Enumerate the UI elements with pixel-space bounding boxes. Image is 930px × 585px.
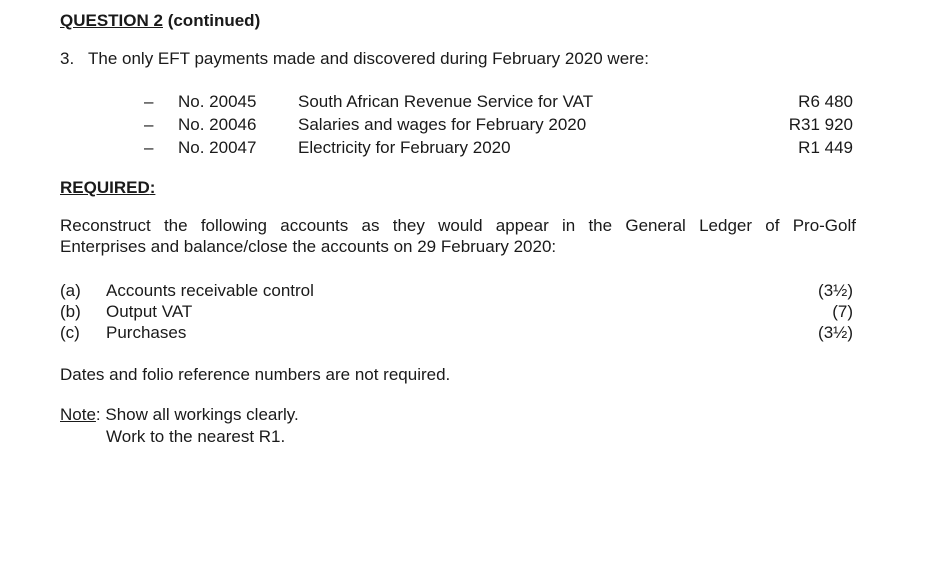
note-line-2: Work to the nearest R1. (106, 427, 286, 446)
part-marks: (3½) (818, 323, 853, 342)
note-line-1 (60, 405, 299, 425)
required-colon: : (149, 178, 156, 197)
note-colon: : (95, 405, 101, 424)
question-heading (60, 11, 260, 31)
question-continued: (continued) (162, 11, 261, 30)
required-line-1: Reconstruct the following accounts as they would appear in the General Ledger of Pro-Golf (60, 216, 856, 235)
question-number: QUESTION 2 (60, 11, 163, 30)
part-marks: (7) (832, 302, 853, 321)
note-text-1: Show all workings clearly. (100, 405, 299, 424)
payment-amount: R1 449 (798, 138, 853, 157)
payment-dash: – (144, 138, 154, 157)
payment-description: Salaries and wages for February 2020 (298, 115, 587, 134)
payment-amount: R6 480 (798, 92, 853, 111)
part-marks: (3½) (818, 281, 853, 300)
required-label: REQUIRED (60, 178, 150, 197)
payment-number: No. 20047 (178, 138, 257, 157)
note-label: Note (60, 405, 96, 424)
part-label: (c) (60, 323, 80, 342)
payment-number: No. 20045 (178, 92, 257, 111)
point-3 (60, 49, 649, 69)
payment-description: Electricity for February 2020 (298, 138, 511, 157)
payment-description: South African Revenue Service for VAT (298, 92, 594, 111)
payment-dash: – (144, 92, 154, 111)
payment-number: No. 20046 (178, 115, 257, 134)
point-text: The only EFT payments made and discovered during February 2020 were: (88, 49, 649, 68)
part-text: Purchases (106, 323, 187, 342)
part-text: Output VAT (106, 302, 193, 321)
point-number: 3. (60, 49, 75, 68)
part-label: (b) (60, 302, 81, 321)
required-line-2: Enterprises and balance/close the accounts on 29 February 2020: (60, 237, 557, 256)
part-text: Accounts receivable control (106, 281, 314, 300)
payment-dash: – (144, 115, 154, 134)
required-paragraph (60, 215, 856, 257)
required-heading (60, 178, 155, 198)
dates-instruction: Dates and folio reference numbers are not required. (60, 365, 451, 384)
part-label: (a) (60, 281, 81, 300)
payment-amount: R31 920 (788, 115, 853, 134)
